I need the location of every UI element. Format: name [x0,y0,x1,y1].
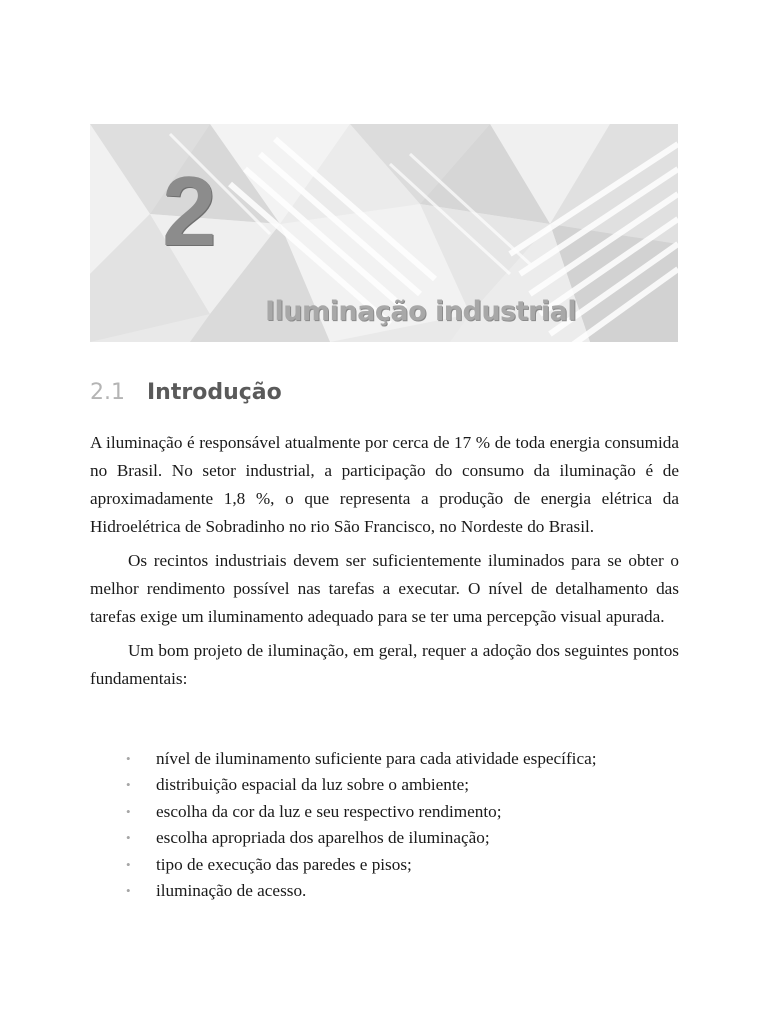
list-item-text: iluminação de acesso. [156,881,307,901]
list-item-text: nível de iluminamento suficiente para cada atividade específica; [156,749,597,768]
list-item-text: escolha da cor da luz e seu respectivo rendimento; [156,801,502,821]
bullet-icon: • [126,830,131,846]
chapter-title: Iluminação industrial [265,296,577,327]
list-item-text: tipo de execução das paredes e pisos; [156,854,412,874]
list-item [126,772,686,798]
bullet-icon: • [126,883,131,899]
bullet-icon: • [126,856,131,872]
chapter-number: 2 [162,156,215,266]
list-item-text: escolha apropriada dos aparelhos de iluminação; [156,828,490,848]
body-text [90,429,679,693]
section-number: 2.1 [90,380,125,405]
list-item [126,746,686,772]
list-item [126,878,686,904]
list-item [126,852,686,878]
paragraph: Os recintos industriais devem ser suficientemente iluminados para se obter o melhor rendimento possível nas tarefas a executar. O nível de detalhamento das tarefas exige um iluminamento adequado para se ter uma percepção visual apurada. [90,551,679,626]
list-item [126,799,686,825]
section-heading [90,380,282,406]
paragraph: Um bom projeto de iluminação, em geral, requer a adoção dos seguintes pontos fundamentais: [90,641,679,688]
bullet-icon: • [126,751,131,766]
chapter-banner [90,124,678,342]
list-item [126,825,686,851]
bullet-icon: • [126,803,131,819]
list-item-text: distribuição espacial da luz sobre o ambiente; [156,775,470,795]
paragraph: A iluminação é responsável atualmente por cerca de 17 % de toda energia consumida no Brasil. No setor industrial, a participação do consumo da iluminação é de aproximadamente 1,8 %, o que representa a produção de energia elétrica da Hidroelétrica de Sobradinho no rio São Francisco, no Nordeste do Brasil. [90,433,679,536]
section-title: Introdução [147,380,282,405]
bullet-icon: • [126,777,131,793]
bullet-list [126,746,686,904]
